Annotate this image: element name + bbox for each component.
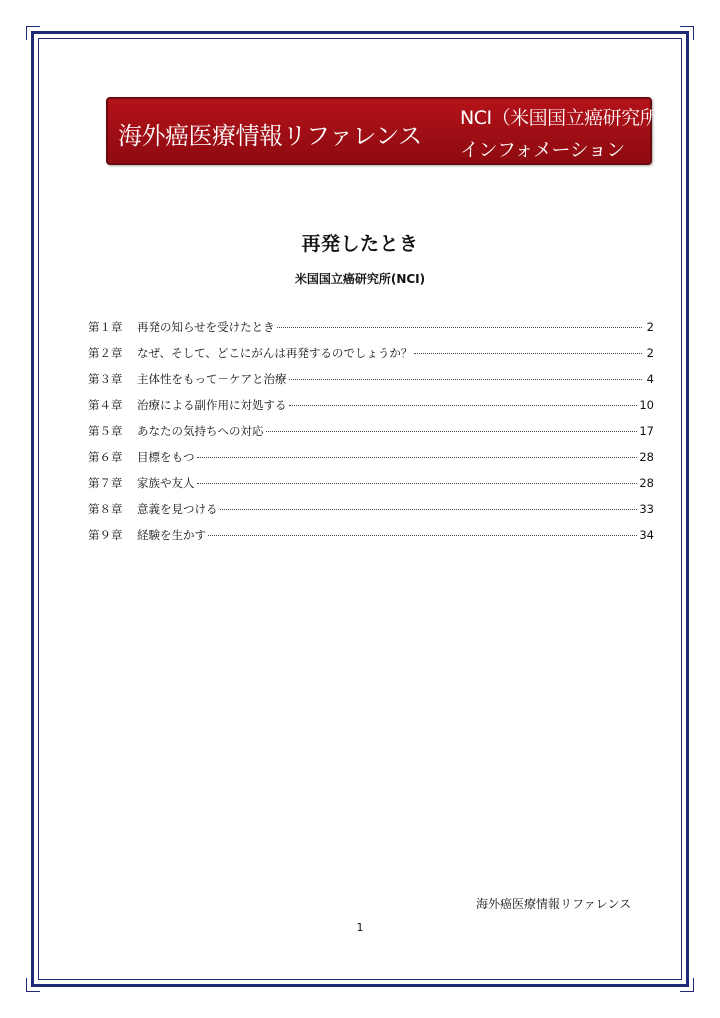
toc-page-number: 33 xyxy=(639,502,654,516)
toc-page-number: 2 xyxy=(646,346,654,360)
document-subtitle: 米国国立癌研究所(NCI) xyxy=(294,272,426,286)
toc-entry-chapter-2[interactable] xyxy=(88,345,654,371)
toc-page-number: 2 xyxy=(646,320,654,334)
toc-chapter-number: 第７章 xyxy=(88,476,123,490)
toc-entry-chapter-6[interactable] xyxy=(88,449,654,475)
toc-page-number: 4 xyxy=(646,372,654,386)
toc-page-number: 28 xyxy=(639,476,654,490)
banner-nci-label: NCI（米国国立癌研究所） xyxy=(460,107,677,129)
toc-chapter-number: 第１章 xyxy=(88,320,123,334)
toc-leader-dots xyxy=(289,379,643,380)
toc-chapter-title: 経験を生かす xyxy=(137,528,206,542)
toc-chapter-title: 再発の知らせを受けたとき xyxy=(137,320,275,334)
toc-chapter-title: 治療による副作用に対処する xyxy=(137,398,287,412)
toc-page-number: 34 xyxy=(639,528,654,542)
header-banner xyxy=(106,97,677,165)
toc-leader-dots xyxy=(414,353,642,354)
banner-title: 海外癌医療情報リファレンス xyxy=(118,122,422,150)
toc-entry-chapter-7[interactable] xyxy=(88,475,654,501)
toc-chapter-title: 主体性をもって－ケアと治療 xyxy=(137,372,287,386)
toc-leader-dots xyxy=(197,457,638,458)
border-corner-top-left xyxy=(26,26,40,40)
toc-chapter-title: あなたの気持ちへの対応 xyxy=(137,424,264,438)
toc-entry-chapter-8[interactable] xyxy=(88,501,654,527)
toc-entry-chapter-1[interactable] xyxy=(88,319,654,345)
toc-entry-chapter-4[interactable] xyxy=(88,397,654,423)
document-title: 再発したとき xyxy=(301,233,419,255)
border-corner-bottom-right xyxy=(680,978,694,992)
table-of-contents xyxy=(88,319,654,553)
toc-leader-dots xyxy=(220,509,638,510)
toc-entry-chapter-9[interactable] xyxy=(88,527,654,553)
toc-entry-chapter-5[interactable] xyxy=(88,423,654,449)
toc-chapter-number: 第８章 xyxy=(88,502,123,516)
toc-chapter-title: 目標をもつ xyxy=(137,450,195,464)
toc-page-number: 28 xyxy=(639,450,654,464)
border-corner-bottom-left xyxy=(26,978,40,992)
toc-leader-dots xyxy=(266,431,638,432)
toc-entry-chapter-3[interactable] xyxy=(88,371,654,397)
toc-chapter-title: 家族や友人 xyxy=(137,476,195,490)
toc-chapter-number: 第５章 xyxy=(88,424,123,438)
banner-information-label: インフォメーション xyxy=(460,139,625,161)
toc-leader-dots xyxy=(277,327,642,328)
toc-chapter-number: 第４章 xyxy=(88,398,123,412)
toc-chapter-number: 第９章 xyxy=(88,528,123,542)
toc-leader-dots xyxy=(208,535,637,536)
toc-chapter-number: 第２章 xyxy=(88,346,123,360)
page-number: 1 xyxy=(356,921,364,934)
toc-chapter-title: 意義を見つける xyxy=(137,502,218,516)
toc-leader-dots xyxy=(197,483,638,484)
toc-leader-dots xyxy=(289,405,638,406)
footer-brand: 海外癌医療情報リファレンス xyxy=(476,897,632,911)
toc-chapter-number: 第３章 xyxy=(88,372,123,386)
toc-page-number: 10 xyxy=(639,398,654,412)
toc-page-number: 17 xyxy=(639,424,654,438)
toc-chapter-number: 第６章 xyxy=(88,450,123,464)
toc-chapter-title: なぜ、そして、どこにがんは再発するのでしょうか？ xyxy=(137,346,413,360)
border-corner-top-right xyxy=(680,26,694,40)
